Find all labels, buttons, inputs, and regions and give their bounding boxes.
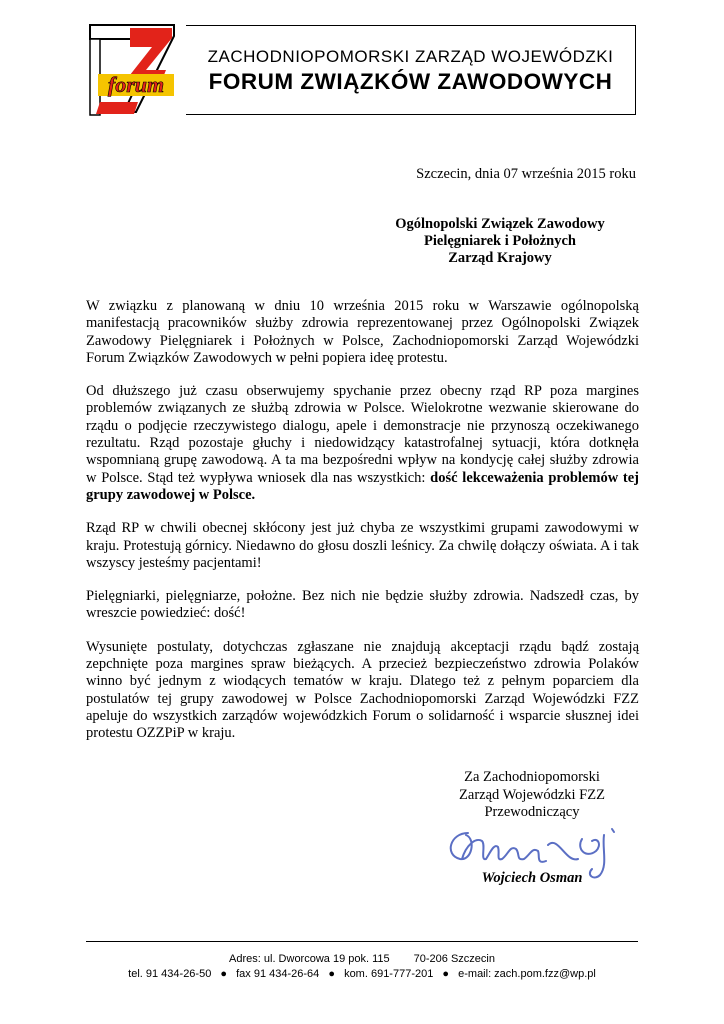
letter-date: Szczecin, dnia 07 września 2015 roku [416,166,636,182]
paragraph-2-emphasis: dość lekceważenia problemów tej grupy zawodowej w Polsce. [86,469,639,503]
footer-tel: tel. 91 434-26-50 [128,968,212,980]
signatory-name: Wojciech Osman [481,870,583,886]
footer-mobile: kom. 691-777-201 [344,968,434,980]
recipient-line3: Zarząd Krajowy [448,250,552,266]
paragraph-5: Wysunięte postulaty, dotychczas zgłaszane nie znajdują akceptacji rządu bądź zostają zepchnięte poza margines spraw bieżących. A przecież bezpieczeństwo zdrowia Polaków winno być jednym z wiodących tematów w kraju. Dlatego też z pełnym poparciem dla postulatów tej grupy zawodowej w Polsce Zachodniopomorski Zarząd Wojewódzki FZZ apeluje do wszystkich zarządów wojewódzkich Forum o solidarność i wsparcie słusznej idei protestu OZZPiP w kraju. [86,638,639,742]
signature-block [432,769,632,822]
footer-email: e-mail: zach.pom.fzz@wp.pl [458,968,596,980]
bullet-icon: ● [442,968,450,980]
signature-line2: Zarząd Wojewódzki FZZ [459,786,605,803]
footer-divider [86,941,638,942]
recipient-block [380,216,620,267]
footer-fax: fax 91 434-26-64 [236,968,320,980]
footer-address: Adres: ul. Dworcowa 19 pok. 115 [229,953,390,965]
footer-postal: 70-206 Szczecin [413,953,495,965]
signature-line3: Przewodniczący [484,804,580,820]
recipient-line1: Ogólnopolski Związek Zawodowy [395,216,605,232]
footer-address-line [86,952,638,967]
footer [86,952,638,982]
paragraph-3: Rząd RP w chwili obecnej skłócony jest już chyba ze wszystkimi grupami zawodowymi w kraju. Protestują górnicy. Niedawno do głosu doszli leśnicy. Za chwilę dołączy oświata. A i tak wszyscy jesteśmy pacjentami! [86,520,639,571]
signature-line1: Za Zachodniopomorski [464,769,600,785]
paragraph-2-text: Od dłuższego już czasu obserwujemy spychanie przez obecny rząd RP poza margines problemów związanych ze służbą zdrowia w Polsce. Wielokrotne wezwanie skierowane do rządu o podjęcie rzeczywistego dialogu, apele i demonstracje nie przynoszą oczekiwanego rezultatu. Rząd pozostaje głuchy i niedowidzący katastrofalnej sytuacji, która dotknęła wspomnianą grupę zawodową. A ta ma bezpośredni wpływ na kondycję całej służby zdrowia w Polsce. Stąd też wypływa wniosek dla nas wszystkich: [86,383,639,486]
fzz-logo [86,22,178,118]
letterhead-line2: FORUM ZWIĄZKÓW ZAWODOWYCH [208,69,613,94]
bullet-icon: ● [328,968,335,980]
letterhead-box [186,25,636,115]
letterhead-line1: ZACHODNIOPOMORSKI ZARZĄD WOJEWÓDZKI [207,47,614,66]
bullet-icon: ● [220,968,228,980]
paragraph-2 [86,383,639,504]
recipient-line2: Pielęgniarek i Położnych [424,233,576,249]
letter-body [86,298,639,759]
paragraph-4: Pielęgniarki, pielęgniarze, położne. Bez nich nie będzie służby zdrowia. Nadszedł czas, by wreszcie powiedzieć: dość! [86,588,639,622]
footer-contact-line [86,967,638,982]
logo-text: forum [107,72,165,97]
paragraph-1: W związku z planowaną w dniu 10 września 2015 roku w Warszawie ogólnopolską manifestacją pracowników służby zdrowia reprezentowanej przez Ogólnopolski Związek Zawodowy Pielęgniarek i Położnych w Polsce, Zachodniopomorski Zarząd Wojewódzki Forum Związków Zawodowych w pełni popiera ideę protestu. [86,298,639,366]
